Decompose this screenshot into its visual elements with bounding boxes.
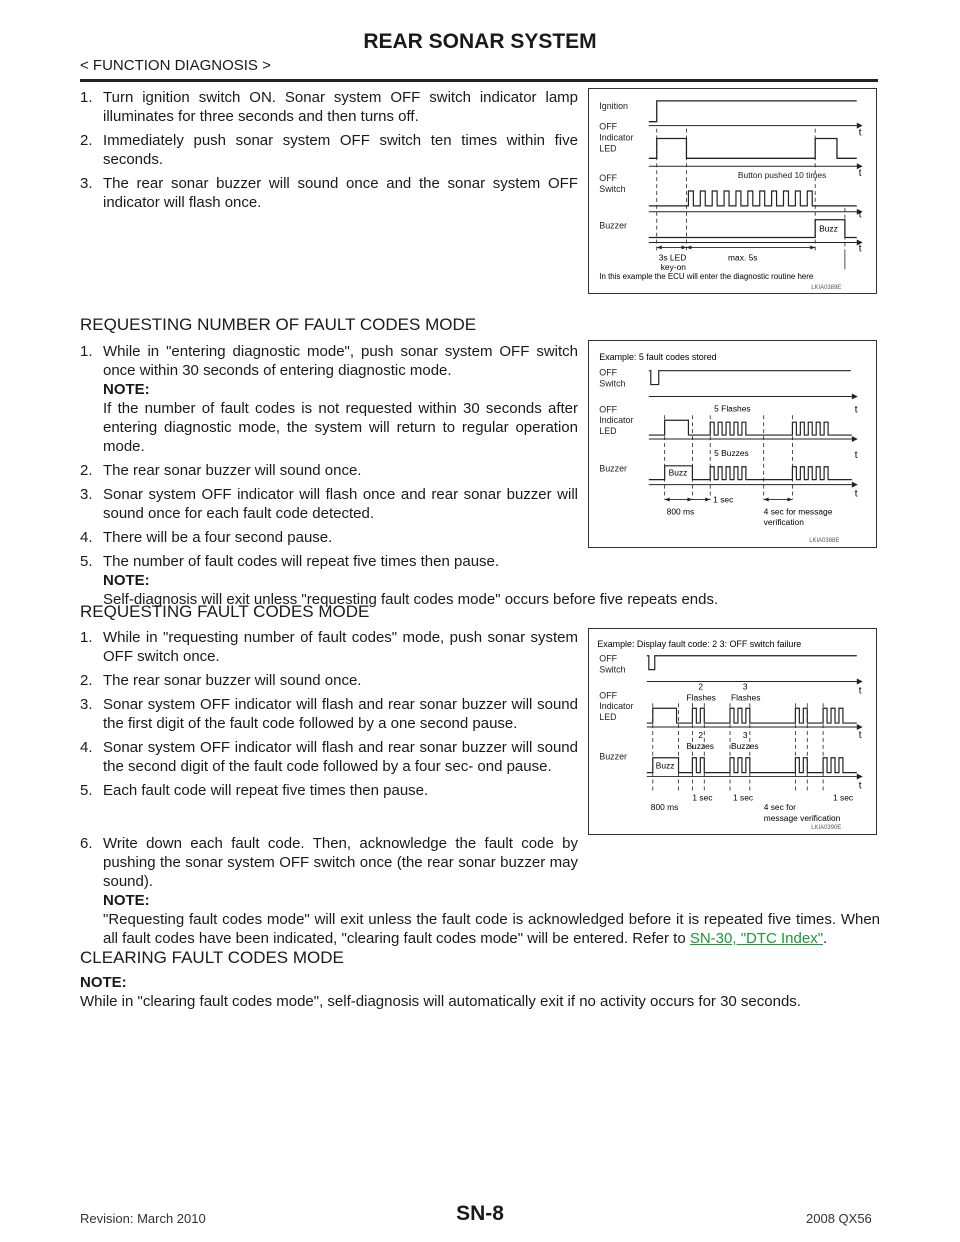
svg-text:1 sec: 1 sec <box>713 494 734 505</box>
svg-text:5 Buzzes: 5 Buzzes <box>714 447 749 458</box>
list-item: 1. While in "entering diagnostic mode", push sonar system OFF switch once within 30 seconds of entering diagnostic mode. NOTE: If the number of fault codes is not requested within 30 seconds after entering diagnostic mode, the system will return to regular operation mode. <box>80 343 578 455</box>
section-breadcrumb: < FUNCTION DIAGNOSIS > <box>80 57 271 74</box>
steps-list-3b <box>80 834 880 953</box>
svg-text:LKIA0389E: LKIA0389E <box>811 285 842 292</box>
heading-requesting-fault-codes: REQUESTING FAULT CODES MODE <box>80 602 370 621</box>
svg-text:800 ms: 800 ms <box>666 506 695 517</box>
svg-text:OFF: OFF <box>599 173 618 184</box>
svg-text:Flashes: Flashes <box>731 692 761 703</box>
list-item: 5. The number of fault codes will repeat five times then pause. NOTE: Self-diagnosis will exit unless "requesting fault codes mode" occurs before five repeats ends. <box>80 553 719 608</box>
svg-text:2: 2 <box>698 681 704 692</box>
list-item: 1. Turn ignition switch ON. Sonar system OFF switch indicator lamp illuminates for three seconds and then turns off. <box>80 89 578 125</box>
dtc-index-link[interactable]: SN-30, "DTC Index" <box>689 930 824 947</box>
figure-fault-count <box>588 340 877 548</box>
timing-diagram-entry <box>589 89 876 293</box>
svg-text:Buzzes: Buzzes <box>731 740 759 751</box>
list-item: 2. The rear sonar buzzer will sound once. <box>80 672 362 689</box>
list-item: 2. Immediately push sonar system OFF switch ten times within five seconds. <box>80 132 578 168</box>
list-item: 5. Each fault code will repeat five times then pause. <box>80 782 429 799</box>
revision-date: Revision: March 2010 <box>80 1211 206 1226</box>
svg-text:4 sec for message: 4 sec for message <box>763 506 833 517</box>
svg-text:Button pushed 10 times: Button pushed 10 times <box>737 170 827 181</box>
svg-text:message verification: message verification <box>763 813 841 824</box>
svg-text:OFF: OFF <box>599 404 618 415</box>
svg-text:Buzzer: Buzzer <box>599 751 628 762</box>
svg-text:Switch: Switch <box>599 378 626 389</box>
svg-text:1 sec: 1 sec <box>732 792 754 803</box>
svg-text:Indicator: Indicator <box>599 701 634 712</box>
figure-diagnostic-entry <box>588 88 877 294</box>
svg-text:key-on: key-on <box>660 262 686 273</box>
model-year: 2008 QX56 <box>806 1211 872 1226</box>
list-item: 3. Sonar system OFF indicator will flash once and rear sonar buzzer will sound once for each fault code detected. <box>80 486 578 522</box>
svg-text:OFF: OFF <box>599 690 618 701</box>
svg-text:OFF: OFF <box>599 367 618 378</box>
svg-text:Switch: Switch <box>599 183 626 194</box>
page-title: REAR SONAR SYSTEM <box>363 30 597 53</box>
svg-text:t: t <box>858 780 862 792</box>
heading-clearing-fault-codes: CLEARING FAULT CODES MODE <box>80 948 344 967</box>
svg-text:3: 3 <box>742 681 748 692</box>
svg-text:Buzz: Buzz <box>819 223 838 234</box>
svg-text:t: t <box>854 404 858 416</box>
page-number: SN-8 <box>456 1202 504 1225</box>
svg-text:1 sec: 1 sec <box>692 792 713 803</box>
timing-diagram-fault-count <box>589 341 876 547</box>
svg-text:LKIA0388E: LKIA0388E <box>809 538 840 545</box>
svg-text:t: t <box>858 127 862 139</box>
clearing-note: NOTE: While in "clearing fault codes mode", self-diagnosis will automatically exit if no activity occurs for 30 seconds. <box>80 974 801 1010</box>
list-item: 2. The rear sonar buzzer will sound once. <box>80 462 362 479</box>
svg-text:t: t <box>858 243 862 255</box>
svg-text:1 sec: 1 sec <box>833 792 854 803</box>
svg-text:verification: verification <box>763 517 804 528</box>
svg-text:LED: LED <box>599 426 617 437</box>
svg-text:Buzzes: Buzzes <box>686 740 715 751</box>
svg-text:Buzzer: Buzzer <box>599 220 628 231</box>
figure-fault-code-display <box>588 628 877 835</box>
svg-text:t: t <box>858 729 862 741</box>
svg-text:Indicator: Indicator <box>599 415 634 426</box>
svg-text:Example: Display fault code: 2: Example: Display fault code: 2 3: OFF switch failure <box>597 638 802 649</box>
list-item: 1. While in "requesting number of fault codes" mode, push sonar system OFF switch once. <box>80 629 578 665</box>
heading-requesting-number: REQUESTING NUMBER OF FAULT CODES MODE <box>80 315 477 334</box>
svg-text:4 sec for: 4 sec for <box>763 802 796 813</box>
svg-text:LKIA0390E: LKIA0390E <box>811 825 842 832</box>
svg-text:max. 5s: max. 5s <box>728 252 758 263</box>
svg-text:3: 3 <box>742 729 748 740</box>
svg-text:OFF: OFF <box>599 653 618 664</box>
svg-text:Buzz: Buzz <box>668 467 688 478</box>
svg-text:In this example the ECU will e: In this example the ECU will enter the diagnostic routine here <box>599 272 814 282</box>
timing-diagram-fault-display <box>589 629 876 834</box>
svg-text:t: t <box>858 209 862 221</box>
list-item: 3. Sonar system OFF indicator will flash and rear sonar buzzer will sound the first digit of the fault code followed by a one second pause. <box>80 696 578 732</box>
svg-text:t: t <box>854 488 858 500</box>
svg-text:OFF: OFF <box>599 121 618 132</box>
svg-text:LED: LED <box>599 712 617 723</box>
svg-text:5 Flashes: 5 Flashes <box>714 403 751 414</box>
svg-text:Buzzer: Buzzer <box>599 463 628 474</box>
svg-text:LED: LED <box>599 143 617 154</box>
steps-list-1 <box>80 88 578 217</box>
svg-text:t: t <box>854 449 858 461</box>
list-item: 6. Write down each fault code. Then, acknowledge the fault code by pushing the sonar system OFF switch once (the rear sonar buzzer may sound). NOTE: "Requesting fault codes mode" will exit unless the fault code is acknowledged before it is repeated five times. When all fault codes have been indicated, "clearing fault codes mode" will be entered. Refer to SN-30, "DTC Index". <box>80 835 880 947</box>
svg-text:3s LED: 3s LED <box>658 252 687 263</box>
svg-text:2: 2 <box>698 729 704 740</box>
list-item: 3. The rear sonar buzzer will sound once and the sonar system OFF indicator will flash once. <box>80 175 578 211</box>
list-item: 4. Sonar system OFF indicator will flash and rear sonar buzzer will sound the second digit of the fault code followed by a four sec- ond pause. <box>80 739 578 775</box>
header-rule <box>80 79 878 82</box>
svg-text:Buzz: Buzz <box>655 760 675 771</box>
svg-text:800 ms: 800 ms <box>650 802 679 813</box>
list-item: 4. There will be a four second pause. <box>80 529 333 546</box>
svg-text:Switch: Switch <box>599 664 626 675</box>
svg-text:Indicator: Indicator <box>599 132 634 143</box>
svg-text:Ignition: Ignition <box>599 100 629 111</box>
svg-text:Example: 5 fault codes stored: Example: 5 fault codes stored <box>599 351 717 362</box>
steps-list-3 <box>80 628 578 805</box>
svg-text:t: t <box>858 685 862 697</box>
svg-text:Flashes: Flashes <box>686 692 716 703</box>
svg-text:t: t <box>858 168 862 180</box>
